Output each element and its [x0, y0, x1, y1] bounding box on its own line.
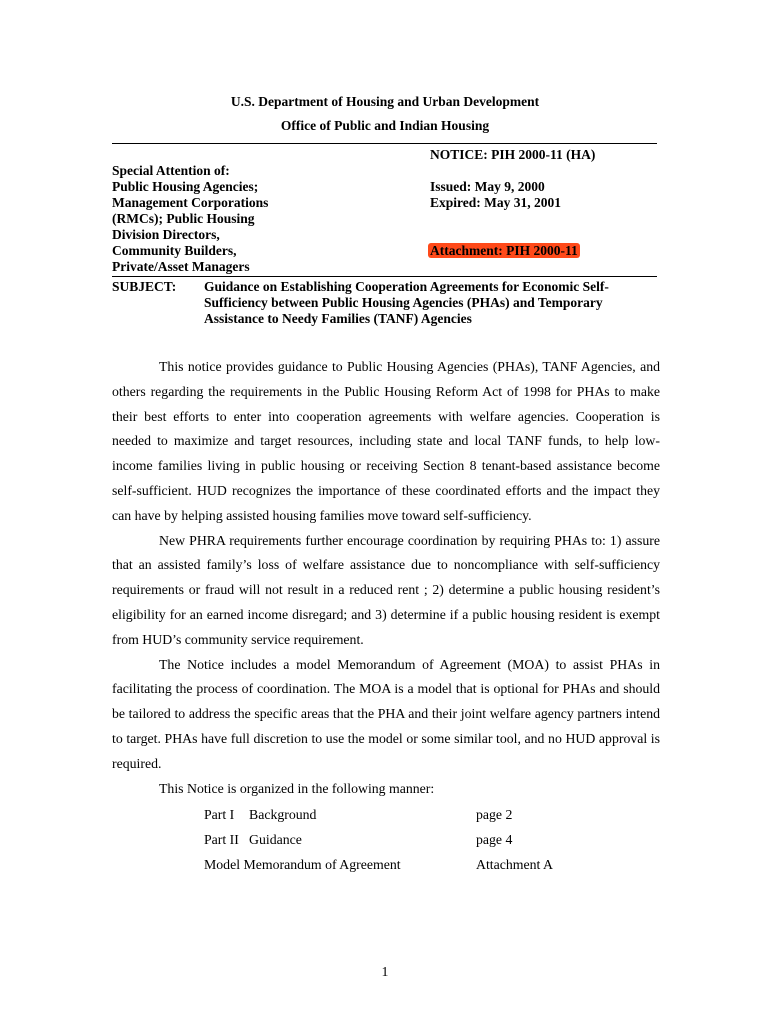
- attention-line: Community Builders,: [112, 243, 237, 258]
- attention-line: Division Directors,: [112, 227, 220, 242]
- attachment-link[interactable]: [428, 243, 580, 259]
- department-title: U.S. Department of Housing and Urban Development: [230, 94, 540, 109]
- attachment-label: Attachment: PIH 2000-11: [430, 243, 578, 258]
- body-paragraph: This Notice is organized in the following manner:: [159, 780, 435, 796]
- header-rule: [112, 143, 657, 144]
- toc-part: Part II: [204, 832, 239, 847]
- office-title: Office of Public and Indian Housing: [280, 118, 490, 133]
- subject-text: [204, 279, 609, 327]
- attention-line: Private/Asset Managers: [112, 259, 250, 274]
- subject-line: Guidance on Establishing Cooperation Agreements for Economic Self-: [204, 279, 609, 294]
- attention-line: Public Housing Agencies;: [112, 179, 259, 194]
- subject-line: Assistance to Needy Families (TANF) Agencies: [204, 311, 472, 326]
- body-paragraph: New PHRA requirements further encourage coordination by requiring PHAs to: 1) assure that an assisted family’s loss of welfare assistance due to noncompliance with self-sufficiency requirements or fraud will not result in a reduced rent ; 2) determine a public housing resident’s eligibility for an earned income disregard; and 3) determine if a public housing resident is exempt from HUD’s community service requirement.: [112, 532, 660, 647]
- toc-title: Model Memorandum of Agreement: [204, 857, 401, 872]
- attention-line: Management Corporations: [112, 195, 269, 210]
- body-paragraph: This notice provides guidance to Public Housing Agencies (PHAs), TANF Agencies, and others regarding the requirements in the Public Housing Reform Act of 1998 for PHAs to make their best efforts to enter into cooperation agreements with welfare agencies. Cooperation is needed to maximize and target resources, including state and local TANF funds, to help low-income families living in public housing or receiving Section 8 tenant-based assistance become self-sufficient. HUD recognizes the importance of these coordinated efforts and the impact they can have by helping assisted housing families move toward self-sufficiency.: [112, 359, 660, 523]
- toc-page: Attachment A: [476, 857, 554, 872]
- special-attention: [112, 163, 268, 275]
- issued-date: Issued: May 9, 2000: [430, 179, 545, 194]
- expired-date: Expired: May 31, 2001: [430, 195, 561, 210]
- toc-title: Background: [249, 807, 317, 822]
- toc-title: Guidance: [249, 832, 302, 847]
- toc-part: Part I: [204, 807, 235, 822]
- notice-body: [112, 355, 660, 801]
- page-number: 1: [381, 964, 389, 979]
- toc-page: page 2: [476, 807, 513, 822]
- attention-line: Special Attention of:: [112, 163, 230, 178]
- attention-line: (RMCs); Public Housing: [112, 211, 255, 226]
- notice-number: NOTICE: PIH 2000-11 (HA): [430, 147, 596, 162]
- subject-label: SUBJECT:: [112, 279, 177, 294]
- subject-rule: [112, 276, 657, 277]
- subject-line: Sufficiency between Public Housing Agencies (PHAs) and Temporary: [204, 295, 603, 310]
- body-paragraph: The Notice includes a model Memorandum of Agreement (MOA) to assist PHAs in facilitating the process of coordination. The MOA is a model that is optional for PHAs and should be tailored to address the specific areas that the PHA and their joint welfare agency partners intend to target. PHAs have full discretion to use the model or some similar tool, and no HUD approval is required.: [112, 656, 660, 771]
- toc-page: page 4: [476, 832, 513, 847]
